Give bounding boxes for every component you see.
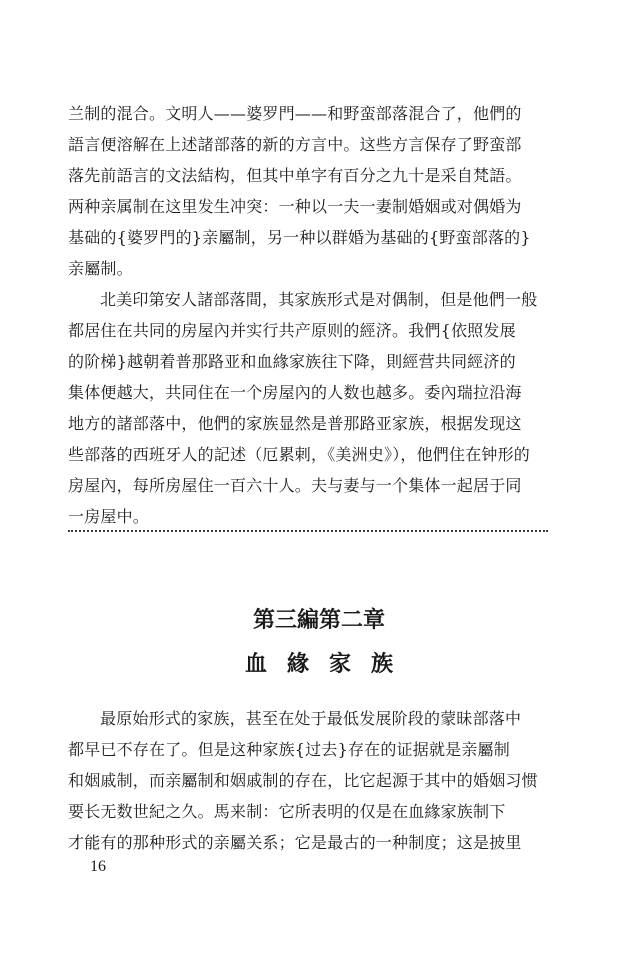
paragraph-1-line-4: 两种亲属制在这里发生冲突：一种以一夫一妻制婚姻或对偶婚为 [68,197,522,216]
paragraph-3-line-3: 和姻戚制，而亲屬制和姻戚制的存在，比它起源于其中的婚姻习惯 [68,771,538,790]
page-number: 16 [90,858,106,875]
paragraph-1-line-3: 落先前語言的文法結构，但其中单字有百分之九十是采自梵語。 [68,166,522,185]
paragraph-2-line-8: 一房屋中。 [68,507,150,526]
paragraph-1-line-2: 語言便溶解在上述諸部落的新的方言中。这些方言保存了野蛮部 [68,135,522,154]
paragraph-3-line-2: 都早已不存在了。但是这种家族{过去}存在的证据就是亲屬制 [68,740,510,759]
section-divider [68,530,548,532]
paragraph-2-line-2: 都居住在共同的房屋內并实行共产原则的經济。我們{依照发展 [68,321,516,340]
paragraph-3-line-1: 最原始形式的家族，甚至在处于最低发展阶段的蒙昧部落中 [100,709,522,728]
text-block-bottom [68,703,558,858]
paragraph-1-line-6: 亲屬制。 [68,259,133,278]
paragraph-3-line-4: 要长无数世紀之久。馬来制：它所表明的仅是在血緣家族制下 [68,802,506,821]
paragraph-2-line-6: 些部落的西班牙人的記述（厄累剌，《美洲史》），他們住在钟形的 [68,445,531,464]
paragraph-2-line-1: 北美印第安人諸部落間，其家族形式是对偶制，但是他們一般 [100,290,538,309]
paragraph-2-line-5: 地方的諸部落中，他們的家族显然是普那路亚家族，根据发现这 [68,414,522,433]
paragraph-1-line-5: 基础的{婆罗門的}亲屬制，另一种以群婚为基础的{野蛮部落的} [68,228,531,247]
chapter-heading: 第三編第二章 [252,608,385,633]
chapter-title: 血緣家族 [244,652,413,677]
paragraph-1-line-1: 兰制的混合。文明人——婆罗門——和野蛮部落混合了，他們的 [68,104,522,123]
paragraph-2-line-3: 的阶梯}越朝着普那路亚和血緣家族往下降，則經营共同經济的 [68,352,516,371]
paragraph-2-line-4: 集体便越大，共同住在一个房屋內的人数也越多。委內瑞拉沿海 [68,383,522,402]
text-block-top [68,98,558,532]
paragraph-2-line-7: 房屋內，每所房屋住一百六十人。夫与妻与一个集体一起居于同 [68,476,522,495]
paragraph-3-line-5: 才能有的那种形式的亲屬关系；它是最古的一种制度；这是披里 [68,833,522,852]
